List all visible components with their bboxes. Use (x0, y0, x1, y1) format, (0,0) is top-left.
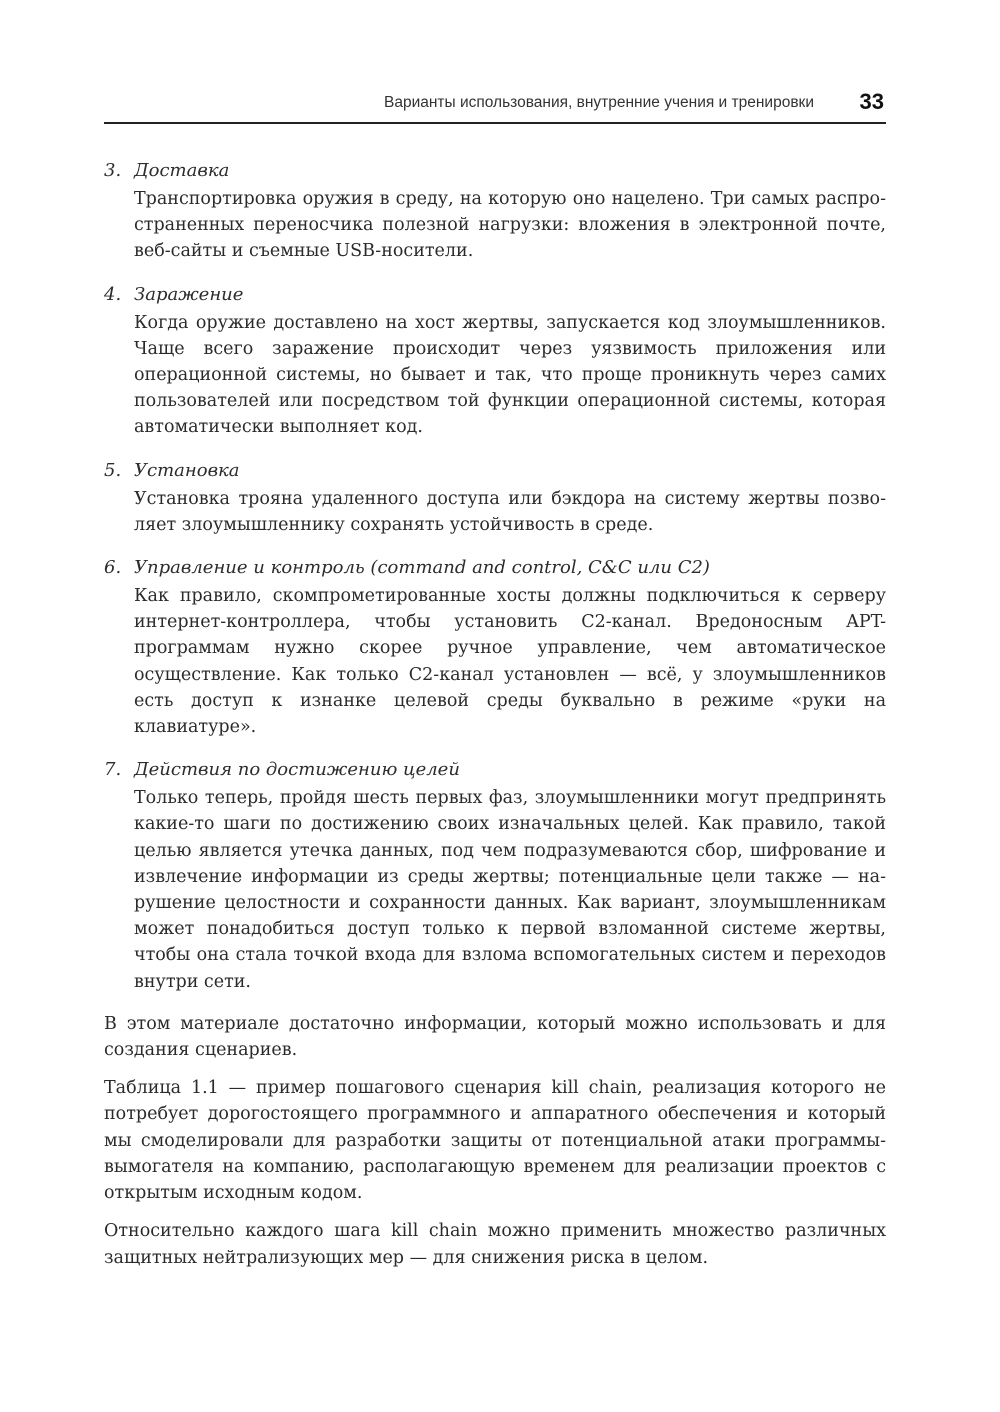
list-item-heading (104, 280, 886, 310)
list-item-title: Управление и контроль (command and control, C&C или C2) (134, 557, 710, 579)
list-item-actions-on-objectives (104, 755, 886, 995)
list-item-body: Как правило, скомпрометированные хосты должны подключиться к серверу интернет-контроллера, чтобы установить C2-канал. Вредоносным APT-программам нужно скорее ручное управление, чем автоматическое осуществление. Как только C2-канал установлен — всё, у злоумышленников есть доступ к изнанке целевой среды буквально в режиме «руки на клавиатуре». (134, 586, 886, 738)
list-item-number: 6. (104, 557, 122, 579)
list-item-heading (104, 456, 886, 486)
list-item-delivery (104, 156, 886, 265)
list-item-title: Доставка (134, 160, 230, 181)
body-paragraph: Относительно каждого шага kill chain можно применить множество различных защитных нейтрализующих мер — для снижения риска в целом. (104, 1221, 886, 1268)
list-item-heading (104, 755, 886, 785)
list-item-heading (104, 156, 886, 186)
page-number: 33 (859, 89, 884, 114)
body-paragraph: Таблица 1.1 — пример пошагового сценария kill chain, реализация которого не потребует дорогостоящего программного и аппаратного обеспечения и который мы смоделировали для разработки защиты от потенциальной атаки программы-вымогателя на компанию, располагающую временем для реализации проектов с открытым исходным кодом. (104, 1078, 886, 1204)
list-item-title: Действия по достижению целей (134, 759, 460, 781)
body-paragraph: В этом материале достаточно информации, который можно использовать и для создания сценариев. (104, 1013, 886, 1061)
list-item-body: Транспортировка оружия в среду, на которую оно нацелено. Три самых распространенных переносчика полезной нагрузки: вложения в электронной почте, веб-сайты и съемные USB-носители. (134, 189, 886, 262)
list-item-body: Когда оружие доставлено на хост жертвы, запускается код злоумышленников. Чаще всего заражение происходит через уязвимость приложения или операционной системы, но бывает и так, что проще проникнуть через самих пользователей или посредством той функции операционной системы, которая автоматически выполняет код. (134, 312, 886, 438)
header-title: Варианты использования, внутренние учения и тренировки (383, 94, 814, 111)
list-item-body: Установка трояна удаленного доступа или бэкдора на систему жертвы позволяет злоумышленнику сохранять устойчивость в среде. (134, 488, 886, 535)
running-header (104, 86, 886, 124)
list-item-number: 3. (104, 160, 122, 181)
list-item-title: Установка (134, 459, 240, 481)
list-item-installation (104, 456, 886, 538)
list-item-heading (104, 553, 886, 583)
page-content (104, 156, 886, 1283)
list-item-number: 5. (104, 459, 122, 481)
list-item-command-and-control (104, 553, 886, 740)
list-item-number: 7. (104, 759, 122, 781)
list-item-body: Только теперь, пройдя шесть первых фаз, злоумышленники могут предпринять какие-то шаги по достижению своих изначальных целей. Как правило, такой целью является утечка данных, под чем подразумеваются сбор, шифрование и извлечение информации из среды жертвы; потенциальные цели также — нарушение целостности и сохранности данных. Как вариант, злоумышленникам может понадобиться доступ только к первой взломанной системе жертвы, чтобы она стала точкой входа для взлома вспомогательных систем и переходов внутри сети. (134, 788, 886, 992)
list-item-title: Заражение (134, 283, 244, 305)
list-item-infection (104, 280, 886, 441)
list-item-number: 4. (104, 283, 122, 305)
